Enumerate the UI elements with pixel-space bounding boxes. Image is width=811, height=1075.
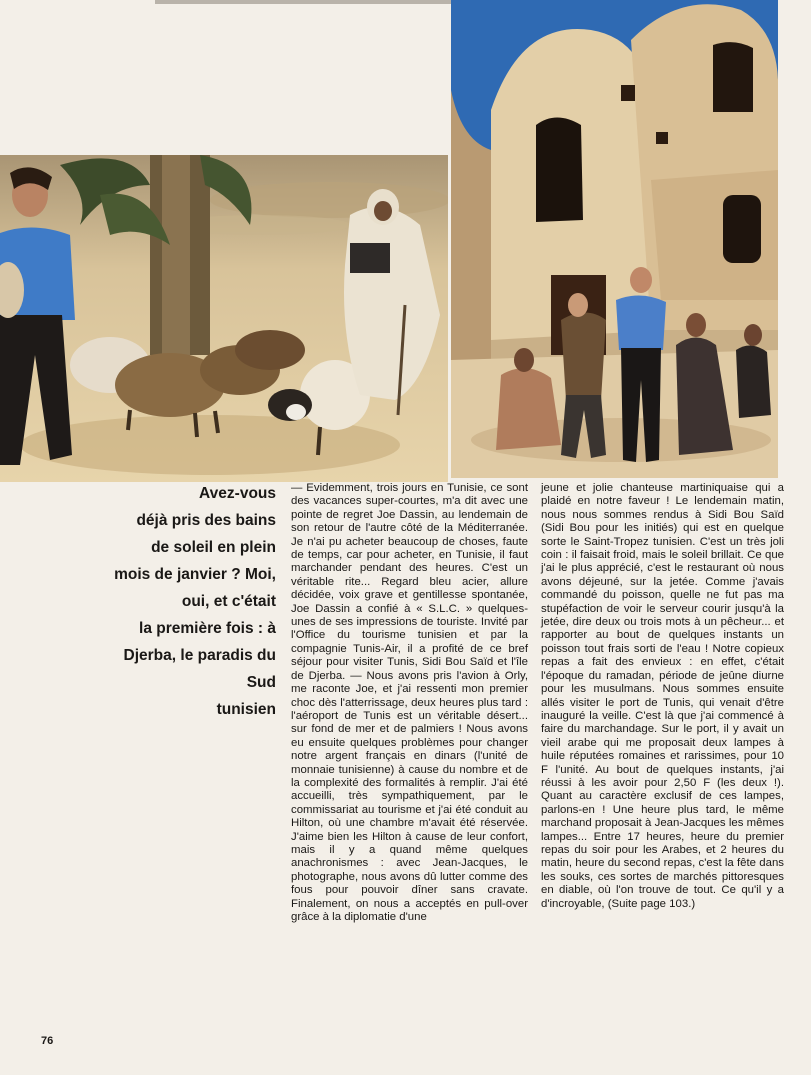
troglodyte-dwelling-photo — [451, 0, 778, 478]
intro-line: Sud — [246, 674, 276, 691]
intro-line: Djerba, le paradis du — [123, 647, 276, 664]
intro-line: la première fois : à — [139, 620, 276, 637]
page-number: 76 — [41, 1035, 54, 1047]
article-text-col2: jeune et jolie chanteuse martiniquaise qui a plaidé en notre faveur ! Le lendemain matin, nous nous sommes rendus à Sidi Bou Saïd (Sidi Bou pour les initiés) qui est en quelque sorte le Saint-Tropez tunisien. C'est un très joli coin : il faisait froid, mais le soleil brillait. Ce que j'ai le plus apprécié, c'est le restaurant où nous avons déjeuné, sur la jetée. Comme j'avais commandé du poisson, quelle ne fut pas ma stupéfaction de voir le serveur courir jusqu'à la jetée, dire deux ou trois mots à un pêcheur... et rapporter au bout de quelques instants un poisson tout frais sorti de l'eau ! Notre copieux repas a fait des envieux : en effet, c'était l'époque du ramadan, période de jeûne diurne pour les musulmans. Nous sommes ensuite allés visiter le port de Tunis, qui venait d'être inauguré la veille. C'est là que j'ai commencé à faire du marchandage. Sur le port, il y avait un vieil arabe qui me proposait deux lampes à huile réputées romaines et rarissimes, pour 10 F l'unité. Au bout de quelques instants, j'ai réussi à les avoir pour 2,50 F (les deux !). Quant au caractère exclusif de ces lampes, parlons-en ! Une heure plus tard, le même marchand proposait à Jean-Jacques les mêmes lampes... Entre 17 heures, heure du premier repas du soir pour les Arabes, et 2 heures du matin, heure du second repas, c'est la fête dans les souks, ces sortes de marchés pittoresques en diable, où l'on trouve de tout. Ce qu'il y a d'incroyable, (Suite page 103.) — [541, 482, 784, 910]
top-rule — [155, 0, 451, 4]
intro-line: mois de janvier ? Moi, — [114, 566, 276, 583]
desert-sheep-photo — [0, 155, 448, 482]
article-text-col1: — Evidemment, trois jours en Tunisie, ce sont des vacances super-courtes, m'a dit avec une pointe de regret Joe Dassin, au lendemain de son retour de l'autre côté de la Méditerranée. Je n'ai pu acheter beaucoup de choses, faute de temps, car pour acheter, en Tunisie, il faut marchander pendant des heures. C'est un véritable rite... Regard bleu acier, allure décidée, voix grave et gentillesse spontanée, Joe Dassin a confié à « S.L.C. » quelques-unes de ses impressions de touriste. Invité par l'Office du tourisme tunisien et par la compagnie Tunis-Air, il a profité de ce bref séjour pour visiter Tunis, Sidi Bou Saïd et l'île de Djerba. — Nous avons pris l'avion à Orly, me raconte Joe, et j'ai ressenti mon premier choc dès l'atterrissage, deux heures plus tard : l'aéroport de Tunis est un véritable désert... sur fond de mer et de palmiers ! Nous avons eu ensuite quelques problèmes pour changer notre argent français en dinars (l'unité de monnaie tunisienne) à cause du nombre et de la complexité des formalités à remplir. J'ai été accueilli, très sympathiquement, par le commissariat au tourisme et j'ai été conduit au Hilton, où une chambre m'avait été réservée. J'aime bien les Hilton à cause de leur confort, mais il y a quand même quelques anachronismes : avec Jean-Jacques, le photographe, nous avons dû lutter comme des fous pour pouvoir dîner sans cravate. Finalement, on nous a acceptés en pull-over grâce à la diplomatie d'une — [291, 482, 528, 923]
article-column-1 — [291, 482, 528, 924]
intro-line: tunisien — [216, 701, 276, 718]
intro-line: de soleil en plein — [151, 539, 276, 556]
intro-headline — [40, 480, 276, 723]
article-column-2 — [541, 482, 784, 911]
intro-line: Avez-vous — [199, 485, 276, 502]
intro-line: oui, et c'était — [181, 593, 276, 610]
intro-line: déjà pris des bains — [136, 512, 276, 529]
